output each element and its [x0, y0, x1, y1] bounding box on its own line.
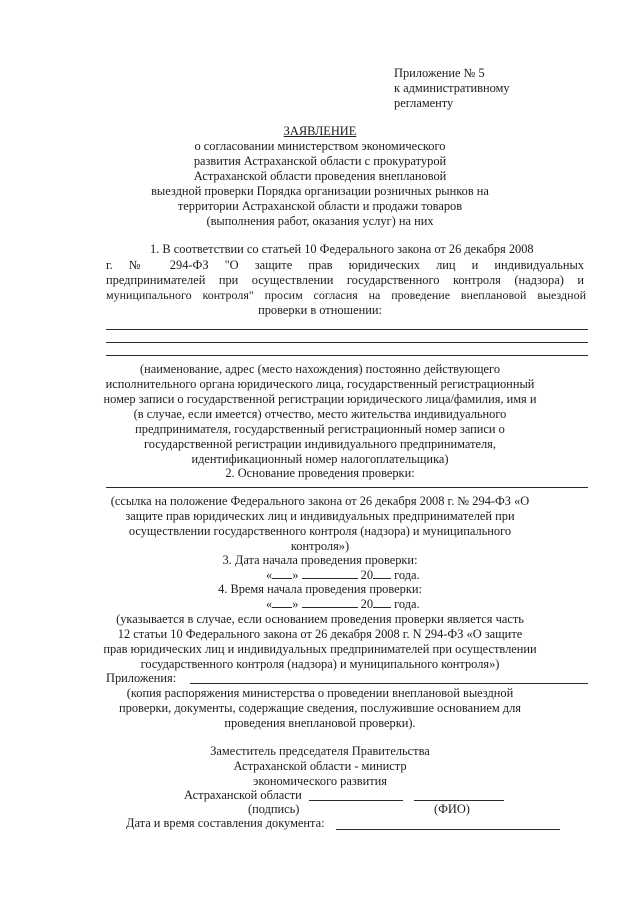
basis-blank-line[interactable] [106, 487, 588, 488]
entity-note-line: (в случае, если имеется) отчество, место жительства индивидуального [133, 407, 507, 421]
subtitle-line: территории Астраханской области и продажи товаров [177, 199, 463, 213]
signature-blank-line[interactable] [309, 800, 403, 801]
entity-blank-line[interactable] [106, 329, 588, 330]
section2-title: 2. Основание проведения проверки: [225, 466, 415, 480]
attachments-note-line: проверки, документы, содержащие сведения, послужившие основанием для [119, 701, 521, 715]
section2-note-line: осуществлении государственного контроля (надзора) и муниципального [128, 524, 512, 538]
start-date-field: « » 20 года. [266, 568, 420, 582]
time-note-line: 12 статьи 10 Федерального закона от 26 декабря 2008 г. N 294-ФЗ «О защите [117, 627, 523, 641]
appendix-reference-cont: регламенту [394, 96, 454, 110]
entity-blank-line[interactable] [106, 342, 588, 343]
entity-note-line: государственной регистрации индивидуального предпринимателя, [144, 437, 496, 451]
time-note-line: прав юридических лиц и индивидуальных предпринимателей при осуществлении [103, 642, 537, 656]
section2-note-line: контроля») [290, 539, 350, 553]
section1-line: предпринимателей при осуществлении государственного контроля (надзора) и [106, 273, 584, 287]
section1-line: проверки в отношении: [258, 303, 382, 317]
date-compiled-blank-line[interactable] [336, 829, 560, 830]
subtitle-line: развития Астраханской области с прокуратурой [193, 154, 447, 168]
signature-label: (подпись) [248, 802, 300, 816]
signer-position-line: Заместитель председателя Правительства [210, 744, 430, 758]
year-blank[interactable] [373, 606, 391, 608]
entity-note-line: (наименование, адрес (место нахождения) постоянно действующего [139, 362, 501, 376]
subtitle-line: выездной проверки Порядка организации розничных рынков на [151, 184, 489, 198]
date-compiled-label: Дата и время составления документа: [126, 816, 325, 830]
section1-line: муниципального контроля" просим согласия на проведение внеплановой выездной [106, 288, 586, 302]
entity-note-line: номер записи о государственной регистрации юридического лица/фамилия, имя и [103, 392, 537, 406]
section1-line: 1. В соответствии со статьей 10 Федерального закона от 26 декабря 2008 [150, 242, 534, 256]
time-note-line: (указывается в случае, если основанием проведения проверки является часть [116, 612, 524, 626]
attachments-note-line: (копия распоряжения министерства о проведении внеплановой выездной [126, 686, 514, 700]
section2-note-line: защите прав юридических лиц и индивидуальных предпринимателей при [125, 509, 515, 523]
section2-note-line: (ссылка на положение Федерального закона от 26 декабря 2008 г. № 294-ФЗ «О [110, 494, 530, 508]
entity-note-line: исполнительного органа юридического лица, государственный регистрационный [105, 377, 535, 391]
appendix-number: Приложение № 5 [394, 66, 485, 80]
attachments-note-line: проведения внеплановой проверки). [224, 716, 416, 730]
attachments-label: Приложения: [106, 671, 177, 685]
document-title: ЗАЯВЛЕНИЕ [283, 124, 357, 138]
attachments-blank-line[interactable] [190, 683, 588, 684]
subtitle-line: Астраханской области проведения внеплановой [193, 169, 447, 183]
day-blank[interactable] [272, 606, 292, 608]
signer-position-line: Астраханской области - министр [233, 759, 407, 773]
time-note-line: государственного контроля (надзора) и муниципального контроля») [140, 657, 500, 671]
signer-position-line: экономического развития [253, 774, 387, 788]
entity-blank-line[interactable] [106, 355, 588, 356]
signer-position-line: Астраханской области [184, 788, 302, 802]
section3-title: 3. Дата начала проведения проверки: [222, 553, 418, 567]
entity-note-line: идентификационный номер налогоплательщика) [191, 452, 449, 466]
appendix-reference: к административному [394, 81, 510, 95]
start-time-field: « » 20 года. [266, 597, 420, 611]
subtitle-line: (выполнения работ, оказания услуг) на них [206, 214, 434, 228]
year-blank[interactable] [373, 577, 391, 579]
day-blank[interactable] [272, 577, 292, 579]
month-blank[interactable] [302, 606, 358, 608]
name-label: (ФИО) [434, 802, 470, 816]
section1-line: г. № 294-ФЗ "О защите прав юридических лиц и индивидуальных [106, 258, 584, 272]
month-blank[interactable] [302, 577, 358, 579]
name-blank-line[interactable] [414, 800, 504, 801]
section4-title: 4. Время начала проведения проверки: [218, 582, 422, 596]
entity-note-line: предпринимателя, государственный регистрационный номер записи о [135, 422, 505, 436]
subtitle-line: о согласовании министерством экономического [194, 139, 446, 153]
